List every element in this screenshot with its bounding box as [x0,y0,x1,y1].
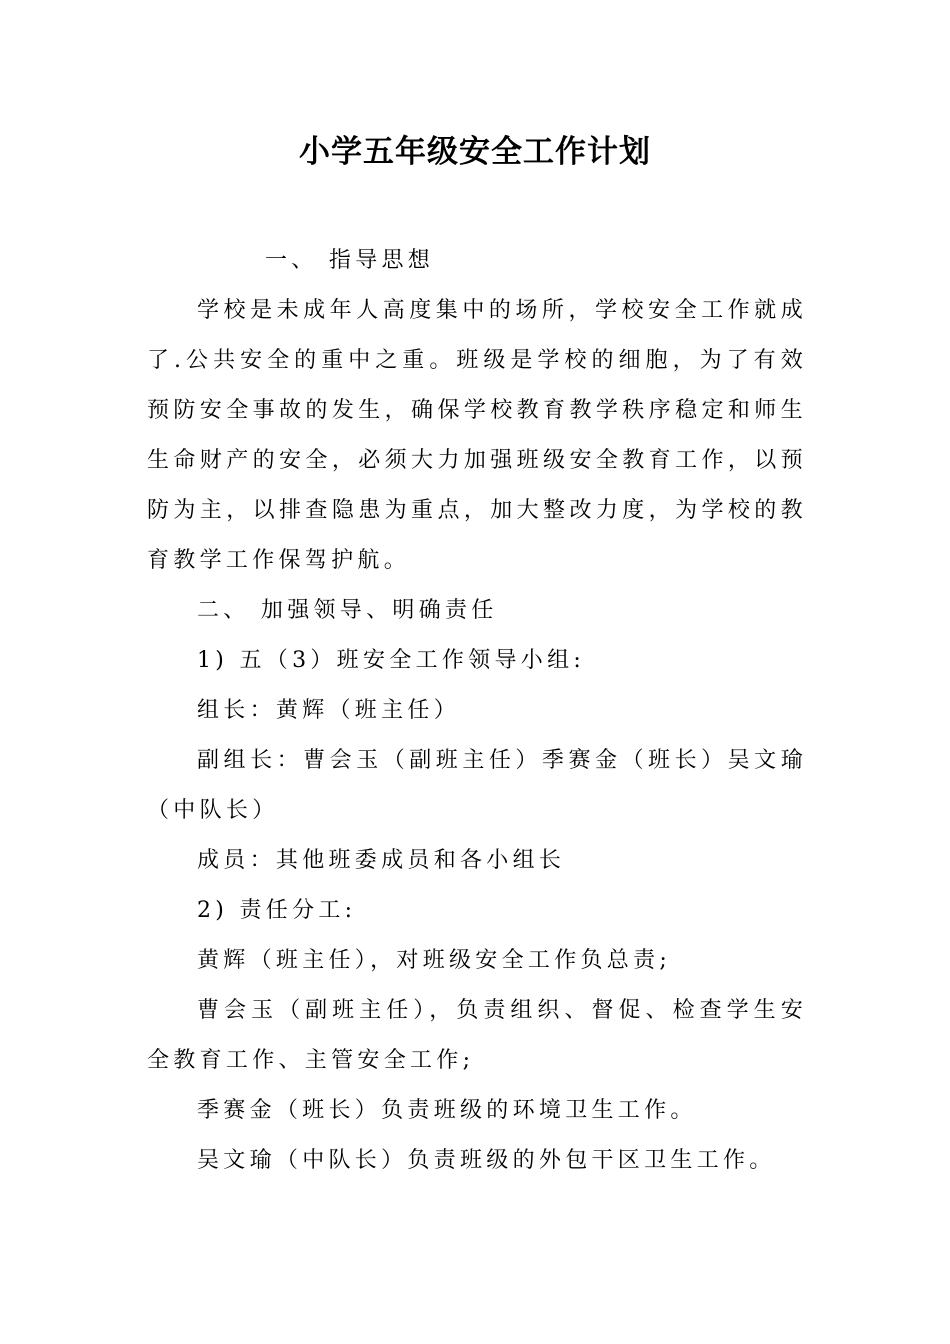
paragraph-introduction: 学校是未成年人高度集中的场所，学校安全工作就成了.公共安全的重中之重。班级是学校的细胞，为了有效预防安全事故的发生，确保学校教育教学秩序稳定和师生生命财产的安全，必须大力加强班级安全教育工作，以预防为主，以排查隐患为重点，加大整改力度，为学校的教育教学工作保驾护航。 [147,298,807,573]
document-body [147,236,807,1186]
paragraph-deputy-leaders: 副组长：曹会玉（副班主任）季赛金（班长）吴文瑜（中队长） [147,748,807,823]
paragraph-duty-huang: 黄辉（班主任），对班级安全工作负总责; [197,948,672,973]
paragraph-duty-cao: 曹会玉（副班主任），负责组织、督促、检查学生安全教育工作、主管安全工作; [147,998,807,1073]
paragraph-duty-wu: 吴文瑜（中队长）负责班级的外包干区卫生工作。 [197,1148,776,1173]
list-item-leadership-group: 1) 五（3）班安全工作领导小组: [197,648,586,673]
section-heading-leadership: 二、 加强领导、明确责任 [197,598,498,623]
document-title: 小学五年级安全工作计划 [299,134,651,170]
paragraph-duty-ji: 季赛金（班长）负责班级的环境卫生工作。 [197,1098,697,1123]
paragraph-members: 成员：其他班委成员和各小组长 [197,848,566,873]
list-item-responsibilities: 2) 责任分工: [197,898,357,923]
paragraph-group-leader: 组长：黄辉（班主任） [197,698,461,723]
section-heading-guiding-ideology: 一、 指导思想 [265,248,435,273]
